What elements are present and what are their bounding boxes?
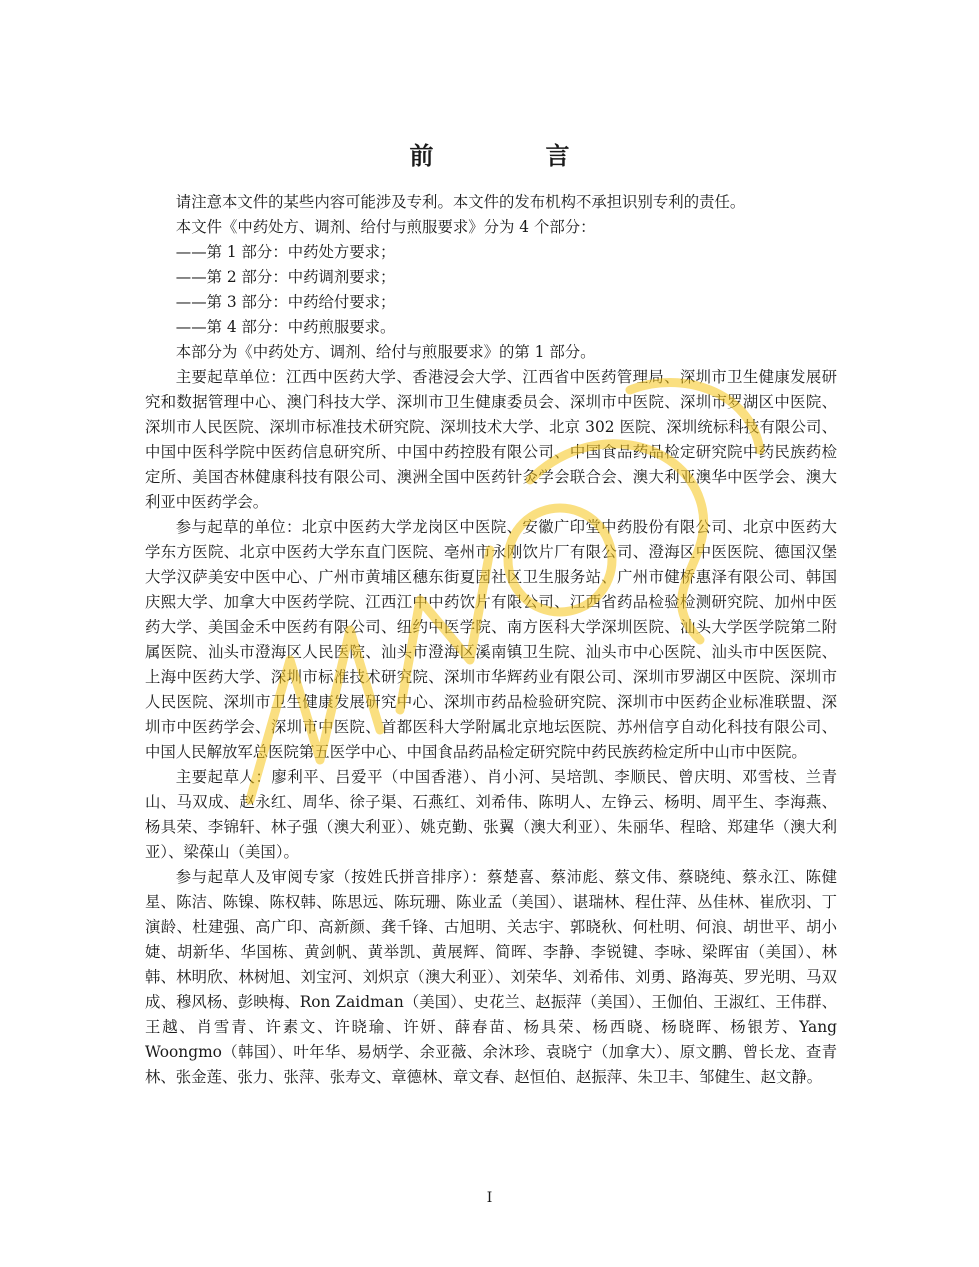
paragraph-main-drafters: 主要起草人：廖利平、吕爱平（中国香港）、肖小河、吴培凯、李顺民、曾庆明、邓雪枝、兰青山、马双成、赵永红、周华、徐子渠、石燕红、刘希伟、陈明人、左铮云、杨明、周平生、李海燕、杨具荣、李锦轩、林子强（澳大利亚）、姚克勤、张翼（澳大利亚）、朱丽华、程晗、郑建华（澳大利亚）、梁葆山（美国）。 bbox=[145, 768, 837, 861]
paragraph-participating-drafters: 参与起草人及审阅专家（按姓氏拼音排序）：蔡楚喜、蔡沛彪、蔡文伟、蔡晓纯、蔡永江、陈健星、陈洁、陈镍、陈权韩、陈思远、陈玩珊、陈业孟（美国）、谌瑞林、程仕萍、丛佳林、崔欣羽、丁演龄、杜建强、高广印、高新颜、龚千锋、古旭明、关志宇、郭晓秋、何杜明、何浪、胡世平、胡小婕、胡新华、华国栋、黄剑帆、黄举凯、黄展辉、简晖、李静、李锐键、李咏、梁晖宙（美国）、林韩、林明欣、林树旭、刘宝河、刘炽京（澳大利亚）、刘荣华、刘希伟、刘勇、路海英、罗光明、马双成、穆风杨、彭映梅、Ron Zaidman（美国）、史花兰、赵振萍（美国）、王伽伯、王淑红、王伟群、王越、肖雪青、许素文、许晓瑜、许妍、薛春苗、杨具荣、杨西晓、杨晓晖、杨银芳、Yang Woongmo（韩国）、叶年华、易炳学、余亚薇、余沐珍、袁晓宁（加拿大）、原文鹏、曾长龙、查青林、张金莲、张力、张萍、张寿文、章德林、章文春、赵恒伯、赵振萍、朱卫丰、邹健生、赵文静。 bbox=[145, 868, 837, 1086]
list-item-part-3: ——第 3 部分：中药给付要求； bbox=[175, 293, 396, 311]
page-title: 前 言 bbox=[409, 141, 614, 170]
list-item-part-2: ——第 2 部分：中药调剂要求； bbox=[175, 268, 396, 286]
document-body bbox=[145, 190, 837, 1090]
page-number: I bbox=[486, 1190, 493, 1206]
paragraph-parts-intro: 本文件《中药处方、调剂、给付与煎服要求》分为 4 个部分： bbox=[175, 218, 596, 236]
list-item-part-1: ——第 1 部分：中药处方要求； bbox=[175, 243, 396, 261]
paragraph-main-drafting-units: 主要起草单位：江西中医药大学、香港浸会大学、江西省中医药管理局、深圳市卫生健康发展研究和数据管理中心、澳门科技大学、深圳市卫生健康委员会、深圳市中医院、深圳市罗湖区中医院、深圳市人民医院、深圳市标准技术研究院、深圳技术大学、北京 302 医院、深圳统标科技有限公司、中国中医科学院中医药信息研究所、中国中药控股有限公司、中国食品药品检定研究院中药民族药检定所、美国杏林健康科技有限公司、澳洲全国中医药针灸学会联合会、澳大利亚澳华中医学会、澳大利亚中医药学会。 bbox=[145, 368, 837, 511]
paragraph-this-part: 本部分为《中药处方、调剂、给付与煎服要求》的第 1 部分。 bbox=[175, 343, 596, 361]
paragraph-participating-units: 参与起草的单位：北京中医药大学龙岗区中医院、安徽广印堂中药股份有限公司、北京中医药大学东方医院、北京中医药大学东直门医院、亳州市永刚饮片厂有限公司、澄海区中医医院、德国汉堡大学汉萨美安中医中心、广州市黄埔区穗东街夏园社区卫生服务站、广州市健桥惠泽有限公司、韩国庆熙大学、加拿大中医药学院、江西江中中药饮片有限公司、江西省药品检验检测研究院、加州中医药大学、美国金禾中医药有限公司、纽约中医学院、南方医科大学深圳医院、汕头大学医学院第二附属医院、汕头市澄海区人民医院、汕头市澄海区溪南镇卫生院、汕头市中心医院、汕头市中医医院、上海中医药大学、深圳市标准技术研究院、深圳市华辉药业有限公司、深圳市罗湖区中医院、深圳市人民医院、深圳市卫生健康发展研究中心、深圳市药品检验研究院、深圳市中医药企业标准联盟、深圳市中医药学会、深圳市中医院、首都医科大学附属北京地坛医院、苏州信亨自动化科技有限公司、中国人民解放军总医院第五医学中心、中国食品药品检定研究院中药民族药检定所中山市中医院。 bbox=[145, 518, 837, 761]
paragraph-patent-notice: 请注意本文件的某些内容可能涉及专利。本文件的发布机构不承担识别专利的责任。 bbox=[175, 193, 746, 211]
list-item-part-4: ——第 4 部分：中药煎服要求。 bbox=[175, 318, 396, 336]
